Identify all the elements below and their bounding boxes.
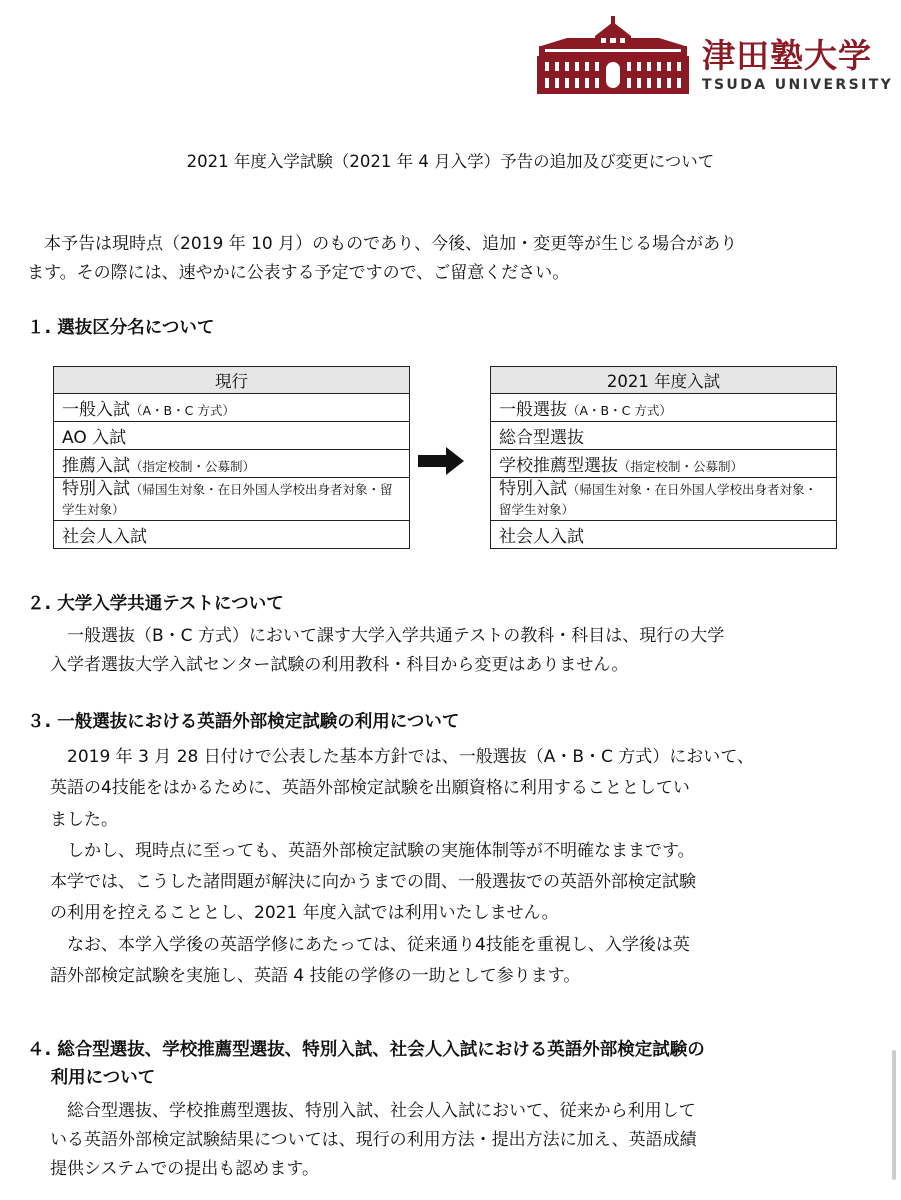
current-categories-table (53, 366, 410, 549)
intro-line: 本予告は現時点（2019 年 10 月）のものであり、今後、追加・変更等が生じる場合があり (27, 234, 738, 254)
paragraph-line: 提供システムでの提出も認めます。 (50, 1159, 319, 1179)
table-row: 一般選抜（A・B・C 方式） (491, 394, 837, 422)
section-4-heading (27, 1036, 705, 1092)
paragraph-line: 英語の4技能をはかるために、英語外部検定試験を出願資格に利用することとしてい (50, 778, 690, 799)
table-row: 総合型選抜 (491, 422, 837, 450)
table-row: 学校推薦型選抜（指定校制・公募制） (491, 450, 837, 478)
table-row: 特別入試（帰国生対象・在日外国人学校出身者対象・留学生対象） (54, 478, 410, 521)
section-3-heading: ３. 一般選抜における英語外部検定試験の利用について (27, 712, 460, 732)
section-4-paragraph (50, 1097, 840, 1184)
paragraph-line: しかし、現時点に至っても、英語外部検定試験の実施体制等が不明確なままです。 (50, 840, 695, 861)
heading-line: ４. 総合型選抜、学校推薦型選抜、特別入試、社会人入試における英語外部検定試験の (27, 1040, 705, 1060)
paragraph-line: 2019 年 3 月 28 日付けで公表した基本方針では、一般選抜（A・B・C 方式）において、 (50, 747, 754, 767)
right-arrow-icon (418, 447, 464, 475)
new-categories-table (490, 366, 837, 549)
section-2-heading: ２. 大学入学共通テストについて (27, 594, 284, 614)
table-row: 社会人入試 (491, 521, 837, 549)
paragraph-line: 語外部検定試験を実施し、英語 4 技能の学修の一助として参ります。 (50, 966, 581, 987)
table-row: AO 入試 (54, 422, 410, 450)
paragraph-line: 一般選抜（B・C 方式）において課す大学入学共通テストの教科・科目は、現行の大学 (50, 626, 725, 646)
university-building-icon (537, 16, 689, 94)
table-row: 社会人入試 (54, 521, 410, 549)
section-2-paragraph (50, 622, 840, 680)
heading-line: 利用について (27, 1068, 156, 1088)
section-3-paragraph (50, 742, 840, 992)
paragraph-line: 総合型選抜、学校推薦型選抜、特別入試、社会人入試において、従来から利用して (50, 1101, 696, 1121)
paragraph-line: 入学者選抜大学入試センター試験の利用教科・科目から変更はありません。 (50, 655, 629, 675)
table-header-2021: 2021 年度入試 (491, 367, 837, 394)
university-name-en: TSUDA UNIVERSITY (702, 77, 894, 93)
paragraph-line: の利用を控えることとし、2021 年度入試では利用いたしません。 (50, 903, 559, 924)
paragraph-line: なお、本学入学後の英語学修にあたっては、従来通り4技能を重視し、入学後は英 (50, 934, 690, 955)
table-header-current: 現行 (54, 367, 410, 394)
paragraph-line: ました。 (50, 809, 118, 830)
table-row: 特別入試（帰国生対象・在日外国人学校出身者対象・留学生対象） (491, 478, 837, 521)
table-row: 一般入試（A・B・C 方式） (54, 394, 410, 422)
section-1-heading: １. 選抜区分名について (27, 318, 215, 338)
document-title: 2021 年度入学試験（2021 年 4 月入学）予告の追加及び変更について (186, 152, 715, 171)
paragraph-line: いる英語外部検定試験結果については、現行の利用方法・提出方法に加え、英語成績 (50, 1130, 697, 1150)
scrollbar[interactable] (892, 1050, 896, 1180)
intro-paragraph (27, 230, 857, 288)
paragraph-line: 本学では、こうした諸問題が解決に向かうまでの間、一般選抜での英語外部検定試験 (50, 872, 696, 893)
university-name-jp: 津田塾大学 (702, 36, 872, 75)
table-row: 推薦入試（指定校制・公募制） (54, 450, 410, 478)
intro-line: ます。その際には、速やかに公表する予定ですので、ご留意ください。 (27, 263, 570, 283)
